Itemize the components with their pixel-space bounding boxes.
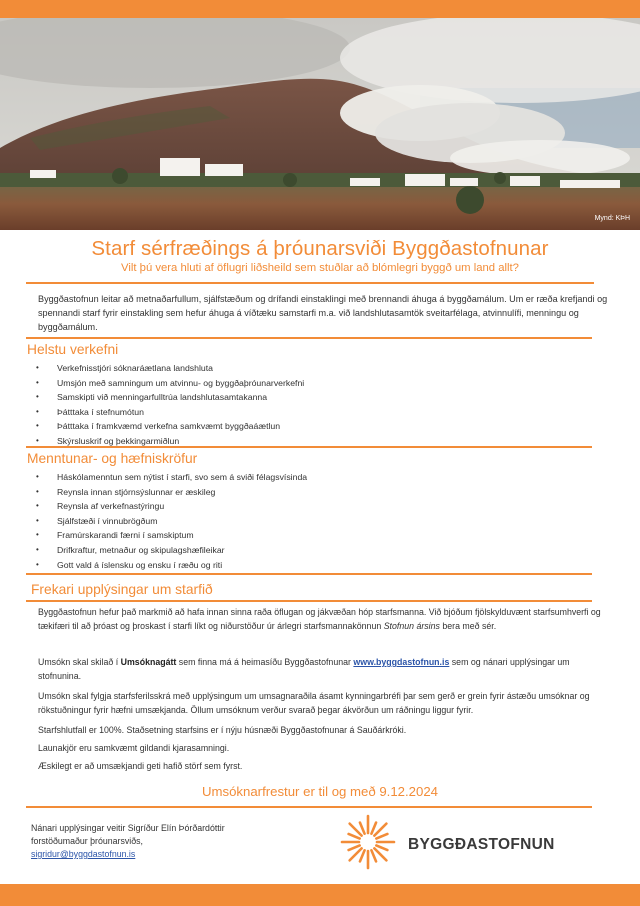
logo-ray xyxy=(376,834,387,839)
hero-photo xyxy=(0,18,640,230)
logo-text: BYGGÐASTOFNUN xyxy=(408,836,555,853)
logo-ray xyxy=(371,823,376,834)
contact-line-1: Nánari upplýsingar veitir Sigríður Elín Þórðardóttir xyxy=(31,823,225,833)
logo-ray xyxy=(360,850,365,861)
p1-text: Byggðastofnun hefur það markmið að hafa innan sinna raða öflugan og jákvæðan hóp starfsmanna. Við bjóðum fjölskylduvænt starfsumhverfi og tækifæri til að þróast og þroskast í starfi líkt og niðurstöður úr árlegri starfsmannakönnun xyxy=(38,607,601,631)
more-info-paragraph-4: Starfshlutfall er 100%. Staðsetning starfsins er í nýju húsnæði Byggðastofnunar á Sauðárkróki. xyxy=(38,725,407,735)
tasks-divider xyxy=(26,446,592,448)
tasks-heading: Helstu verkefni xyxy=(27,342,119,357)
task-item: • Verkefnisstjóri sóknaráætlana landshluta xyxy=(36,361,304,376)
top-accent-bar xyxy=(0,0,640,18)
requirements-heading: Menntunar- og hæfniskröfur xyxy=(27,451,198,466)
requirements-divider xyxy=(26,573,592,575)
p1-italic: Stofnun ársins xyxy=(383,621,440,631)
requirement-item: • Framúrskarandi færni í samskiptum xyxy=(36,528,307,543)
requirement-item: • Sjálfstæði í vinnubrögðum xyxy=(36,514,307,529)
more-info-paragraph-5: Launakjör eru samkvæmt gildandi kjarasamningi. xyxy=(38,743,230,753)
title-divider xyxy=(26,282,594,284)
requirement-item: • Háskólamenntun sem nýtist í starfi, svo sem á sviði félagsvísinda xyxy=(36,470,307,485)
requirement-item: • Reynsla af verkefnastýringu xyxy=(36,499,307,514)
photo-credit: Mynd: KÞH xyxy=(594,215,630,222)
more-info-divider xyxy=(26,600,592,602)
contact-email-link[interactable]: sigridur@byggdastofnun.is xyxy=(31,849,136,859)
p2-text-a: Umsókn skal skilað í xyxy=(38,657,121,667)
logo-ray xyxy=(349,845,360,850)
sunburst-logo-icon xyxy=(338,814,398,870)
requirement-item: • Gott vald á íslensku og ensku í ræðu og riti xyxy=(36,558,307,573)
contact-info xyxy=(31,822,291,861)
contact-line-2: forstöðumaður þróunarsviðs, xyxy=(31,836,143,846)
task-item: • Samskipti við menningarfulltrúa landshlutasamtakanna xyxy=(36,390,304,405)
more-info-paragraph-1 xyxy=(38,605,604,633)
landscape-image xyxy=(0,18,640,230)
more-info-paragraph-3: Umsókn skal fylgja starfsferilsskrá með upplýsingum um umsagnaraðila ásamt kynningarbréfi þar sem gerð er grein fyrir ástæðu umsóknar og rökstuðningur fyrir hæfni umsækjanda. Öllum umsóknum verður svarað þegar ákvörðun um ráðningu liggur fyrir. xyxy=(38,691,590,715)
page-title: Starf sérfræðings á þróunarsviði Byggðastofnunar xyxy=(91,237,549,260)
p1-end: bera með sér. xyxy=(439,621,497,631)
task-item: • Skýrsluskrif og þekkingarmiðlun xyxy=(36,434,304,449)
task-item: • Umsjón með samningum um atvinnu- og byggðaþróunarverkefni xyxy=(36,376,304,391)
tasks-list xyxy=(36,361,304,449)
task-item: • Þátttaka í framkvæmd verkefna samkvæmt byggðaáætlun xyxy=(36,419,304,434)
logo-ray xyxy=(360,823,365,834)
application-deadline: Umsóknarfrestur er til og með 9.12.2024 xyxy=(201,784,439,799)
requirement-item: • Drifkraftur, metnaður og skipulagshæfileikar xyxy=(36,543,307,558)
more-info-paragraph-6: Æskilegt er að umsækjandi geti hafið störf sem fyrst. xyxy=(38,761,243,771)
requirement-item: • Reynsla innan stjórnsýslunnar er æskileg xyxy=(36,485,307,500)
p2-text-b: sem finna má á heimasíðu Byggðastofnunar xyxy=(176,657,354,667)
more-info-heading: Frekari upplýsingar um starfið xyxy=(31,582,213,597)
logo-ray xyxy=(349,834,360,839)
bottom-accent-bar xyxy=(0,884,640,906)
task-item: • Þátttaka í stefnumótun xyxy=(36,405,304,420)
p2-text-c: sem og nánari upplýsingar um stofnunina. xyxy=(38,657,570,681)
more-info-paragraph-2 xyxy=(38,655,604,683)
application-portal-label: Umsóknagátt xyxy=(120,657,177,667)
logo-ray xyxy=(371,850,376,861)
requirements-list xyxy=(36,470,307,572)
website-link[interactable]: www.byggdastofnun.is xyxy=(353,657,450,667)
intro-divider xyxy=(26,337,592,339)
page-subtitle: Vilt þú vera hluti af öflugri liðsheild sem stuðlar að blómlegri byggð um land allt? xyxy=(121,262,519,274)
deadline-divider xyxy=(26,806,592,808)
logo-ray xyxy=(376,845,387,850)
intro-paragraph: Byggðastofnun leitar að metnaðarfullum, sjálfstæðum og drífandi einstaklingi með brennandi áhuga á byggðamálum. Um er ræða krefjandi og spennandi starf fyrir einstakling sem hefur áhuga á víðtæku samstarfi m.a. við landshlutasamtök sveitarfélaga, atvinnulífi, menningu og byggðamálum. xyxy=(38,294,608,332)
byggdastofnun-logo xyxy=(338,814,578,870)
